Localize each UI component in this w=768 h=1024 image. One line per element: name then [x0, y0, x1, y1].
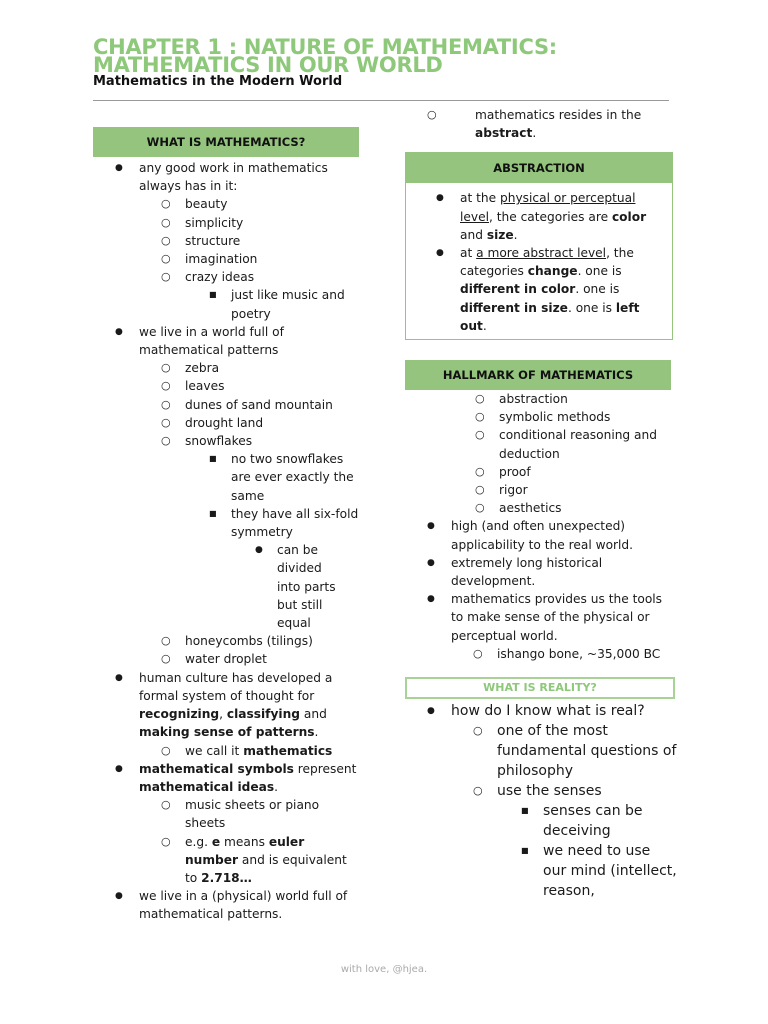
list-item: ■ we need to use our mind (intellect, reason,	[497, 841, 677, 901]
list-item: ● high (and often unexpected) applicability to the real world.	[405, 517, 677, 553]
hallmark-header: HALLMARK OF MATHEMATICS	[405, 360, 671, 390]
abstraction-header: ABSTRACTION	[406, 153, 672, 183]
what-is-math-list	[93, 159, 359, 924]
list-item: ■ they have all six-fold symmetry ● can be divided into parts but still equal	[185, 505, 359, 632]
list-item: ○ music sheets or piano sheets	[139, 796, 359, 832]
list-item: ● how do I know what is real? ○ one of the most fundamental questions of philosophy ○ use the senses ■ senses can be deceiving ■ we need to use our mind (intellect, reason,	[405, 701, 677, 901]
list-item: ○ dunes of sand mountain	[139, 396, 359, 414]
abstraction-box	[405, 152, 673, 340]
list-item: ● mathematics provides us the tools to make sense of the physical or perceptual world. ○ ishango bone, ~35,000 BC	[405, 590, 677, 663]
list-item: ○ conditional reasoning and deduction	[453, 426, 677, 462]
list-item: ● mathematical symbols represent mathematical ideas. ○ music sheets or piano sheets ○ e.g. e means euler number and is equivalent to 2.718…	[93, 760, 359, 887]
list-item: ○ crazy ideas ■ just like music and poetry	[139, 268, 359, 323]
list-item: ○ symbolic methods	[453, 408, 677, 426]
list-item: ○ we call it mathematics	[139, 742, 359, 760]
list-item: ■ just like music and poetry	[185, 286, 359, 322]
what-is-reality-header: WHAT IS REALITY?	[405, 677, 675, 699]
right-column	[405, 106, 677, 901]
list-item: ○ use the senses ■ senses can be deceiving ■ we need to use our mind (intellect, reason,	[451, 781, 677, 901]
list-item: ● we live in a world full of mathematical patterns ○ zebra ○ leaves ○ dunes of sand mountain ○ drought land ○ snowflakes ■ no two snowflakes are ever exactly the same ■ they have all six-fold symmetry ● can be divided into parts but still equal ○ honeycombs (tilings) ○ water droplet	[93, 323, 359, 669]
list-item: ○ abstraction	[453, 390, 677, 408]
list-item: ● can be divided into parts but still equal	[231, 541, 347, 632]
footer-credit: with love, @hjea.	[340, 964, 428, 975]
header-divider	[93, 100, 669, 101]
list-item: ○ one of the most fundamental questions of philosophy	[451, 721, 677, 781]
list-item: ○ simplicity	[139, 214, 359, 232]
list-item: ○ e.g. e means euler number and is equivalent to 2.718…	[139, 833, 359, 888]
list-item: ● at the physical or perceptual level, the categories are color and size.	[414, 189, 664, 244]
list-item: ● at a more abstract level, the categories change. one is different in color. one is different in size. one is left out.	[414, 244, 664, 335]
list-item: ■ no two snowflakes are ever exactly the same	[185, 450, 359, 505]
list-item: ● human culture has developed a formal system of thought for recognizing, classifying and making sense of patterns. ○ we call it mathematics	[93, 669, 359, 760]
list-item: ○ structure	[139, 232, 359, 250]
list-item: ○ rigor	[453, 481, 677, 499]
list-item: ○ aesthetics	[453, 499, 677, 517]
list-item: ○ water droplet	[139, 650, 359, 668]
list-item: ○ mathematics resides in the abstract.	[405, 106, 677, 142]
list-item: ■ senses can be deceiving	[497, 801, 677, 841]
list-item: ○ zebra	[139, 359, 359, 377]
list-item: ○ imagination	[139, 250, 359, 268]
list-item: ● extremely long historical development.	[405, 554, 677, 590]
chapter-title: CHAPTER 1 : NATURE OF MATHEMATICS: MATHEMATICS IN OUR WORLD	[93, 35, 557, 77]
list-item: ○ leaves	[139, 377, 359, 395]
left-column	[93, 127, 359, 924]
list-item: ○ proof	[453, 463, 677, 481]
list-item: ○ honeycombs (tilings)	[139, 632, 359, 650]
list-item: ○ drought land	[139, 414, 359, 432]
course-subtitle: Mathematics in the Modern World	[93, 74, 343, 89]
list-item: ● any good work in mathematics always has in it: ○ beauty ○ simplicity ○ structure ○ imagination ○ crazy ideas ■ just like music and poetry	[93, 159, 359, 323]
list-item: ○ snowflakes ■ no two snowflakes are ever exactly the same ■ they have all six-fold symmetry ● can be divided into parts but still equal	[139, 432, 359, 632]
list-item: ○ beauty	[139, 195, 359, 213]
list-item: ○ ishango bone, ~35,000 BC	[451, 645, 677, 663]
list-item: ● we live in a (physical) world full of mathematical patterns.	[93, 887, 359, 923]
what-is-mathematics-header: WHAT IS MATHEMATICS?	[93, 127, 359, 157]
